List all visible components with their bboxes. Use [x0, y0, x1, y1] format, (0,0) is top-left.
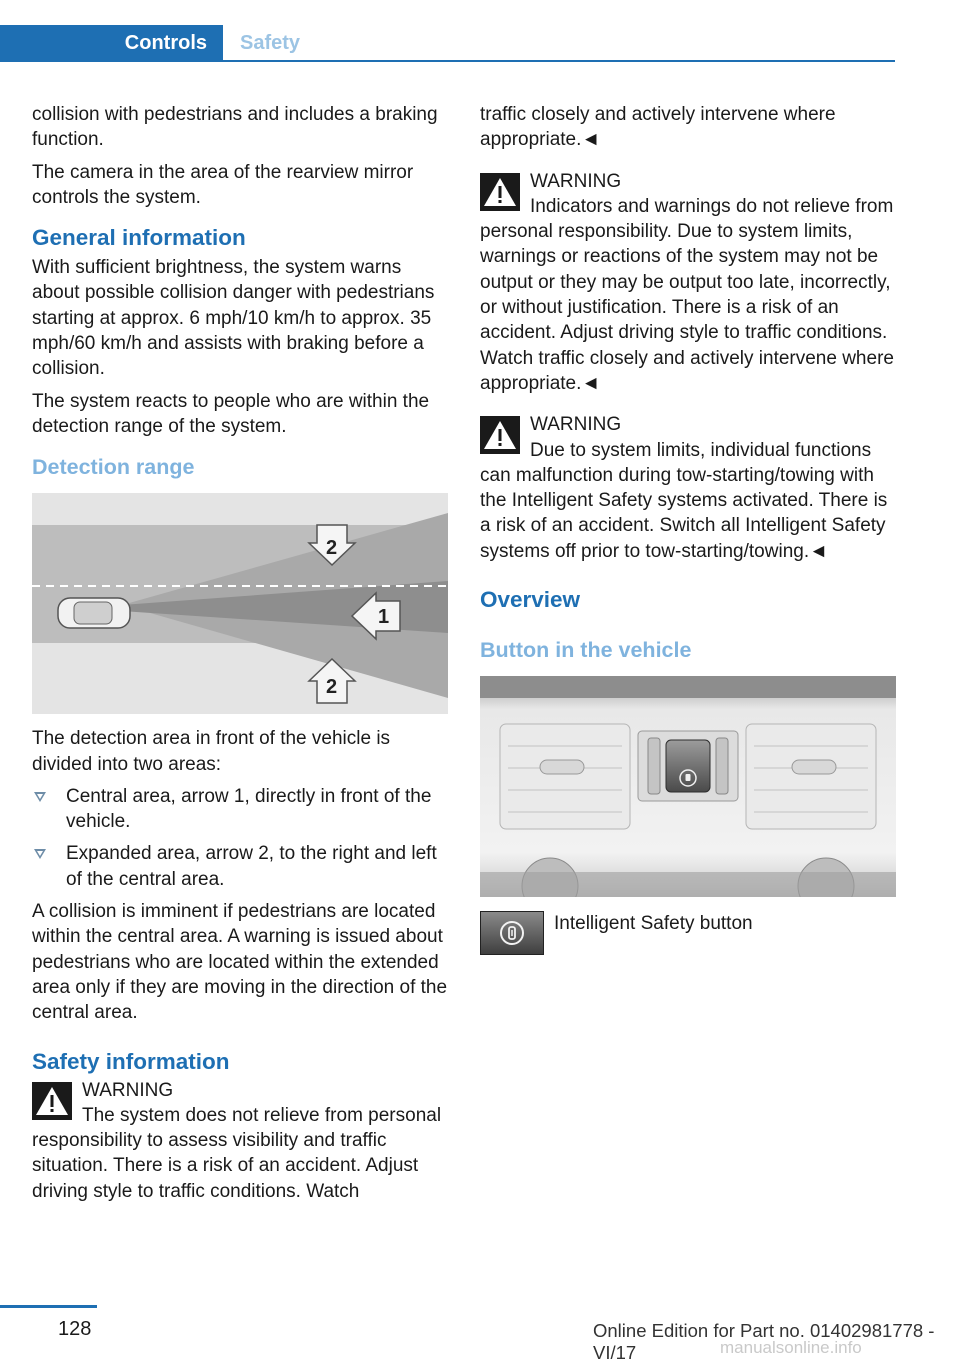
safety-information-heading: Safety information: [32, 1048, 230, 1074]
footer-rule: [0, 1305, 97, 1308]
right-air-vent: [746, 724, 876, 829]
page-number: 128: [58, 1318, 92, 1340]
general-paragraph-2: The system reacts to people who are within the detection range of the system.: [32, 390, 430, 437]
detection-paragraph-2: A collision is imminent if pedestrians are located within the central area. A warning is issued about pedestrians who are located within the extended area only if they are moving in the direction of the central area.: [32, 901, 448, 1024]
overview-heading: Overview: [480, 587, 581, 613]
arrow-2-top-label: 2: [326, 537, 338, 560]
detection-range-heading: Detection range: [32, 455, 195, 480]
warning-block-2: [480, 169, 896, 397]
dashboard-illustration: [480, 676, 896, 897]
warning-icon: [480, 416, 520, 454]
legend-label: Intelligent Safety button: [554, 913, 753, 935]
bullet-triangle-icon: [34, 792, 46, 802]
button-in-vehicle-heading: Button in the vehicle: [480, 638, 692, 663]
warning-block-3: [480, 412, 896, 564]
edition-note: Online Edition for Part no. 01402981778 - VI/17: [593, 1320, 935, 1362]
general-paragraph-1: With sufficient brightness, the system warns about possible collision danger with pedestrians starting at approx. 6 mph/10 km/h to approx. 35 mph/60 km/h and assists with braking before a collision.: [32, 257, 435, 380]
warning-text: Due to system limits, individual functions can malfunction during tow-starting/towing with the Intelligent Safety systems activated. There is a risk of an accident. Switch all Intelligent Safety systems off prior to tow-starting/towing.◄: [480, 439, 888, 562]
warning-title: WARNING: [530, 414, 622, 436]
legend-row: [480, 911, 896, 955]
bullet-text: Central area, arrow 1, directly in front of the vehicle.: [66, 785, 432, 833]
detection-range-diagram: [32, 493, 448, 714]
warning-block-1: [32, 1078, 448, 1204]
warning-title: WARNING: [82, 1079, 174, 1101]
arrow-2-bottom-label: 2: [326, 676, 338, 699]
arrow-1-label: 1: [378, 606, 390, 629]
bullet-text: Expanded area, arrow 2, to the right and left of the central area.: [66, 843, 437, 890]
warning-text: Indicators and warnings do not relieve from personal responsibility. Due to system limits, warnings or reactions of the system may not be output or they may be output too late, incorrectly, or without justification. There is a risk of an accident. Adjust driving style to traffic conditions. Watch traffic closely and actively intervene where appropriate.◄: [480, 195, 894, 394]
tab-controls[interactable]: Controls: [0, 25, 223, 62]
detection-paragraph-1: The detection area in front of the vehicle is divided into two areas:: [32, 728, 391, 775]
left-column: [32, 102, 448, 1204]
continued-paragraph: traffic closely and actively intervene where appropriate.◄: [480, 104, 836, 151]
intro-paragraph-2: The camera in the area of the rearview mirror controls the system.: [32, 161, 414, 208]
intelligent-safety-icon: [480, 911, 544, 955]
general-information-heading: General information: [32, 225, 246, 251]
intro-paragraph-1: collision with pedestrians and includes a braking function.: [32, 104, 438, 151]
tab-safety[interactable]: Safety: [240, 32, 301, 54]
intelligent-safety-button[interactable]: [666, 740, 710, 792]
warning-title: WARNING: [530, 170, 622, 192]
header-tabbar: [0, 25, 895, 62]
bullet-triangle-icon: [34, 849, 46, 859]
detection-range-figure: [32, 493, 448, 714]
car-icon: [58, 598, 130, 628]
warning-text: The system does not relieve from personal responsibility to assess visibility and traffic situation. There is a risk of an accident. Adjust driving style to traffic conditions. Watch: [32, 1104, 442, 1202]
list-item: [32, 841, 448, 892]
list-item: [32, 784, 448, 835]
button-in-vehicle-figure: [480, 676, 896, 897]
watermark: manualsonline.info: [720, 1338, 862, 1357]
left-air-vent: [500, 724, 630, 829]
detection-bullet-list: [32, 784, 448, 892]
right-column: [480, 102, 896, 955]
warning-icon: [32, 1082, 72, 1120]
warning-icon: [480, 173, 520, 211]
